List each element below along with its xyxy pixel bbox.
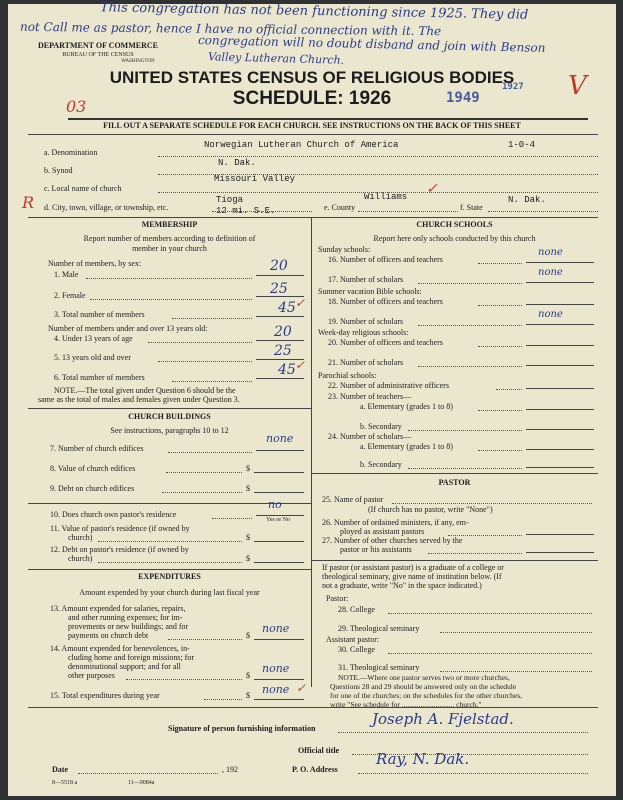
q24a-label: a. Elementary (grades 1 to 8): [360, 442, 453, 451]
address-label: P. O. Address: [292, 765, 338, 774]
q29-label: 29. Theological seminary: [338, 624, 420, 633]
q12-dollar: $: [246, 554, 250, 563]
pastor-note-2: Questions 28 and 29 should be answered only on the schedule: [330, 682, 517, 691]
weekday-schools-label: Week-day religious schools:: [318, 328, 409, 337]
q11-answer-line: [254, 541, 304, 542]
q23a-answer-line: [526, 409, 594, 410]
assistant-pastor-label: Assistant pastor:: [326, 635, 380, 644]
q17-leader: [418, 283, 522, 284]
q14-label-3: denominational support; and for all: [68, 662, 181, 671]
q9-leader: [162, 492, 242, 493]
q4-answer-line: [256, 340, 304, 341]
q1-label: 1. Male: [54, 270, 79, 279]
signature-label: Signature of person furnishing information: [168, 724, 316, 733]
state-label: f. State: [460, 203, 483, 212]
county-label: e. County: [324, 203, 356, 212]
q7-label: 7. Number of church edifices: [50, 444, 144, 453]
denomination-line: [158, 156, 598, 157]
q19-summer-scholars-value[interactable]: none: [538, 309, 563, 320]
red-check-mark: V: [568, 71, 587, 101]
signature-line: [338, 732, 588, 733]
q24a-leader: [478, 450, 522, 451]
q23b-label: b. Secondary: [360, 422, 402, 431]
instructions-rule: [28, 134, 598, 135]
q11-label-2: church): [68, 533, 93, 542]
city-sub-value[interactable]: 12 mi. S.E.: [216, 206, 276, 216]
q10-label: 10. Does church own pastor's residence: [50, 510, 177, 519]
q31-line: [440, 671, 592, 672]
q16-answer-line: [526, 262, 594, 263]
q3-label: 3. Total number of members: [54, 310, 145, 319]
q3-check-mark: ✓: [295, 296, 306, 310]
q4-under13-value[interactable]: 20: [274, 324, 292, 340]
q6-label: 6. Total number of members: [54, 373, 145, 382]
county-check-mark: ✓: [426, 181, 438, 197]
q3-total-value[interactable]: 45: [278, 300, 296, 316]
column-divider: [311, 217, 312, 687]
q12-label-2: church): [68, 554, 93, 563]
q23b-leader: [408, 430, 522, 431]
red-code-mark: 03: [66, 97, 87, 116]
q24-label: 24. Number of scholars—: [328, 432, 412, 441]
q26-label-1: 26. Number of ordained ministers, if any, em-: [322, 518, 469, 527]
synod-label: b. Synod: [44, 166, 73, 175]
q27-label-2: pastor or his assistants: [340, 545, 412, 554]
q5-leader: [158, 361, 252, 362]
expenditures-title: EXPENDITURES: [138, 572, 201, 581]
q14-label-4: other purposes: [68, 671, 115, 680]
q22-leader: [496, 389, 522, 390]
q1-answer-line: [256, 275, 304, 276]
print-number: 11—9084a: [128, 780, 155, 786]
yes-no-hint: Yes or No: [266, 517, 291, 523]
summer-schools-label: Summer vacation Bible schools:: [318, 287, 422, 296]
handwritten-note-line-2: not Call me as pastor, hence I have no official connection with it. The: [19, 19, 442, 39]
q27-leader: [428, 553, 522, 554]
q14-leader: [126, 679, 242, 680]
q31-label: 31. Theological seminary: [338, 663, 420, 672]
membership-note-2: same as the total of males and females given under Question 3.: [38, 395, 240, 404]
pastor-intro-3: not a graduate, write "No" in the space indicated.): [322, 581, 482, 590]
q3-leader: [172, 318, 252, 319]
q7-leader: [168, 452, 252, 453]
q20-label: 20. Number of officers and teachers: [328, 338, 443, 347]
q16-sunday-teachers-value[interactable]: none: [538, 247, 563, 258]
membership-bottom-rule: [28, 408, 311, 409]
q2-female-value[interactable]: 25: [270, 281, 288, 297]
buildings-title: CHURCH BUILDINGS: [128, 412, 211, 421]
q28-label: 28. College: [338, 605, 375, 614]
q14-label-1: 14. Amount expended for benevolences, in-: [50, 644, 190, 653]
department-name: DEPARTMENT OF COMMERCE: [37, 41, 158, 50]
q6-check-mark: ✓: [295, 358, 306, 372]
q14-answer-line: [254, 679, 304, 680]
date-line: [78, 773, 218, 774]
date-stamp: 1949: [446, 90, 480, 106]
body-top-rule: [28, 217, 598, 218]
buildings-subtitle: See instructions, paragraphs 10 to 12: [110, 426, 229, 435]
parochial-schools-label: Parochial schools:: [318, 371, 377, 380]
denomination-value[interactable]: Norwegian Lutheran Church of America: [204, 140, 399, 150]
q17-answer-line: [526, 282, 594, 283]
q22-answer-line: [526, 388, 594, 389]
q20-answer-line: [526, 345, 594, 346]
q13-dollar: $: [246, 631, 250, 640]
q8-label: 8. Value of church edifices: [50, 464, 136, 473]
q28-line: [388, 613, 592, 614]
q1-male-value[interactable]: 20: [270, 258, 288, 274]
q10-residence-value[interactable]: no: [268, 498, 282, 511]
q5-label: 5. 13 years old and over: [54, 353, 131, 362]
q11-leader: [98, 541, 242, 542]
q15-label: 15. Total expenditures during year: [50, 691, 160, 700]
schools-subtitle: Report here only schools conducted by this church: [373, 234, 536, 243]
q19-leader: [418, 325, 522, 326]
q25-label: 25. Name of pastor: [322, 495, 384, 504]
q27-label-1: 27. Number of other churches served by the: [322, 536, 463, 545]
q13-answer-line: [254, 639, 304, 640]
state-value[interactable]: N. Dak.: [508, 195, 546, 205]
pastor-intro-1: If pastor (or assistant pastor) is a graduate of a college or: [322, 563, 504, 572]
q25-note: (If church has no pastor, write "None"): [368, 505, 493, 514]
q3-answer-line: [256, 316, 304, 317]
q21-answer-line: [526, 365, 594, 366]
q9-label: 9. Debt on church edifices: [50, 484, 135, 493]
q13-label-2: and other running expenses; for im-: [68, 613, 183, 622]
city-value[interactable]: Tioga: [216, 195, 244, 205]
schools-title: CHURCH SCHOOLS: [416, 220, 493, 229]
q12-answer-line: [254, 562, 304, 563]
body-bottom-rule: [28, 707, 598, 708]
q15-dollar: $: [246, 691, 250, 700]
q21-label: 21. Number of scholars: [328, 358, 404, 367]
q23b-answer-line: [526, 429, 594, 430]
q17-sunday-scholars-value[interactable]: none: [538, 267, 563, 278]
form-title: UNITED STATES CENSUS OF RELIGIOUS BODIES: [109, 68, 515, 87]
q18-leader: [478, 305, 522, 306]
church-name-value[interactable]: Missouri Valley: [214, 174, 296, 184]
q2-leader: [90, 299, 252, 300]
expenditures-subtitle: Amount expended by your church during last fiscal year: [79, 588, 260, 597]
q9-answer-line: [254, 492, 304, 493]
denomination-code: 1-0-4: [508, 140, 536, 150]
q6-total-value[interactable]: 45: [278, 362, 296, 378]
q8-leader: [166, 472, 242, 473]
pastor-note-3: for one of the churches; on the schedules for the other churches,: [330, 691, 523, 700]
pastor-mid-rule: [311, 560, 598, 561]
membership-note-1: NOTE.—The total given under Question 6 should be the: [54, 386, 236, 395]
q15-check-mark: ✓: [296, 681, 307, 695]
q13-leader: [168, 639, 242, 640]
q13-label-4: payments on church debt: [68, 631, 149, 640]
q6-answer-line: [256, 378, 304, 379]
pastor-note-4: write "See schedule for ............................ church.": [330, 700, 482, 709]
q29-line: [440, 632, 592, 633]
schools-bottom-rule: [311, 473, 598, 474]
q21-leader: [418, 366, 522, 367]
q24b-leader: [408, 468, 522, 469]
q16-leader: [478, 263, 522, 264]
sunday-schools-label: Sunday schools:: [318, 245, 371, 254]
q25-line: [392, 503, 592, 504]
bureau-city: WASHINGTON: [121, 59, 155, 64]
county-value[interactable]: Williams: [364, 192, 408, 202]
q4-label: 4. Under 13 years of age: [54, 334, 133, 343]
official-title-label: Official title: [298, 746, 340, 755]
q14-label-2: cluding home and foreign missions; for: [68, 653, 194, 662]
denomination-label: a. Denomination: [44, 148, 98, 157]
q13-running-expenses-value[interactable]: none: [262, 622, 290, 635]
q5-over13-value[interactable]: 25: [274, 343, 292, 359]
church-name-label: c. Local name of church: [44, 184, 122, 193]
q13-label-3: provements or new buildings; and for: [68, 622, 189, 631]
q14-dollar: $: [246, 671, 250, 680]
q1-leader: [86, 278, 252, 279]
q24a-answer-line: [526, 449, 594, 450]
q15-leader: [204, 699, 242, 700]
q19-answer-line: [526, 324, 594, 325]
date-year: , 192: [222, 765, 238, 774]
date-label: Date: [52, 765, 68, 774]
q14-benevolences-value[interactable]: none: [262, 662, 290, 675]
handwritten-note-line-4: Valley Lutheran Church.: [207, 50, 345, 67]
handwritten-note-line-3: congregation will no doubt disband and join with Benson: [197, 33, 546, 55]
city-line: [212, 211, 312, 212]
membership-intro-2: member in your church: [132, 244, 207, 253]
county-line: [358, 211, 458, 212]
q23a-label: a. Elementary (grades 1 to 8): [360, 402, 453, 411]
state-line: [488, 211, 598, 212]
q13-label-1: 13. Amount expended for salaries, repairs,: [50, 604, 186, 613]
address-value[interactable]: Ray, N. Dak.: [376, 750, 470, 768]
pastor-note-1: NOTE.—Where one pastor serves two or more churches,: [338, 673, 510, 682]
membership-intro-1: Report number of members according to definition of: [83, 234, 256, 243]
signature-value[interactable]: Joseph A. Fjelstad.: [372, 710, 514, 728]
q15-total-value[interactable]: none: [262, 683, 290, 696]
by-sex-label: Number of members, by sex:: [48, 259, 142, 268]
q30-label: 30. College: [338, 645, 375, 654]
membership-title: MEMBERSHIP: [141, 220, 198, 229]
pastor-title: PASTOR: [438, 478, 471, 487]
q4-leader: [148, 342, 252, 343]
q24b-label: b. Secondary: [360, 460, 402, 469]
q7-edifices-value[interactable]: none: [266, 432, 294, 445]
q23-label: 23. Number of teachers—: [328, 392, 412, 401]
q15-answer-line: [254, 699, 304, 700]
q8-dollar: $: [246, 464, 250, 473]
q20-leader: [478, 346, 522, 347]
schedule-title: SCHEDULE: 1926: [232, 88, 392, 109]
q17-label: 17. Number of scholars: [328, 275, 404, 284]
year-stamp: 1927: [502, 82, 524, 92]
q6-leader: [172, 381, 252, 382]
q24b-answer-line: [526, 467, 594, 468]
pastor-intro-2: theological seminary, give name of institution below. (If: [322, 572, 502, 581]
buildings-bottom-rule: [28, 569, 311, 570]
address-line: [358, 773, 588, 774]
q7-answer-line: [256, 450, 304, 451]
bureau-name: BUREAU OF THE CENSUS: [62, 52, 134, 58]
pastor-sub-label: Pastor:: [326, 594, 349, 603]
city-label: d. City, town, village, or township, etc.: [44, 203, 169, 212]
q12-leader: [98, 562, 242, 563]
q11-label-1: 11. Value of pastor's residence (if owned by: [50, 524, 190, 533]
margin-r-mark: R: [22, 193, 35, 212]
q11-dollar: $: [246, 533, 250, 542]
q12-label-1: 12. Debt on pastor's residence (if owned by: [50, 545, 189, 554]
q30-line: [388, 653, 592, 654]
by-age-label: Number of members under and over 13 years old:: [48, 324, 208, 333]
synod-value[interactable]: N. Dak.: [218, 158, 256, 168]
handwritten-note-line-1: This congregation has not been functioning since 1925. They did: [99, 0, 529, 23]
q19-label: 19. Number of scholars: [328, 317, 404, 326]
q8-answer-line: [254, 472, 304, 473]
q23a-leader: [478, 410, 522, 411]
instructions-banner: FILL OUT A SEPARATE SCHEDULE FOR EACH CHURCH. SEE INSTRUCTIONS ON THE BACK OF THIS SHEET: [103, 121, 521, 130]
q27-answer-line: [526, 552, 594, 553]
q22-label: 22. Number of administrative officers: [328, 381, 449, 390]
form-number: 8—5518 a: [52, 780, 78, 786]
q18-answer-line: [526, 304, 594, 305]
header-rule: [68, 118, 588, 120]
q26-answer-line: [526, 534, 594, 535]
q9-dollar: $: [246, 484, 250, 493]
q26-label-2: ployed as assistant pastors: [340, 527, 425, 536]
q16-label: 16. Number of officers and teachers: [328, 255, 443, 264]
q10-leader: [212, 518, 252, 519]
q18-label: 18. Number of officers and teachers: [328, 297, 443, 306]
q2-label: 2. Female: [54, 291, 86, 300]
census-form: [8, 0, 616, 796]
